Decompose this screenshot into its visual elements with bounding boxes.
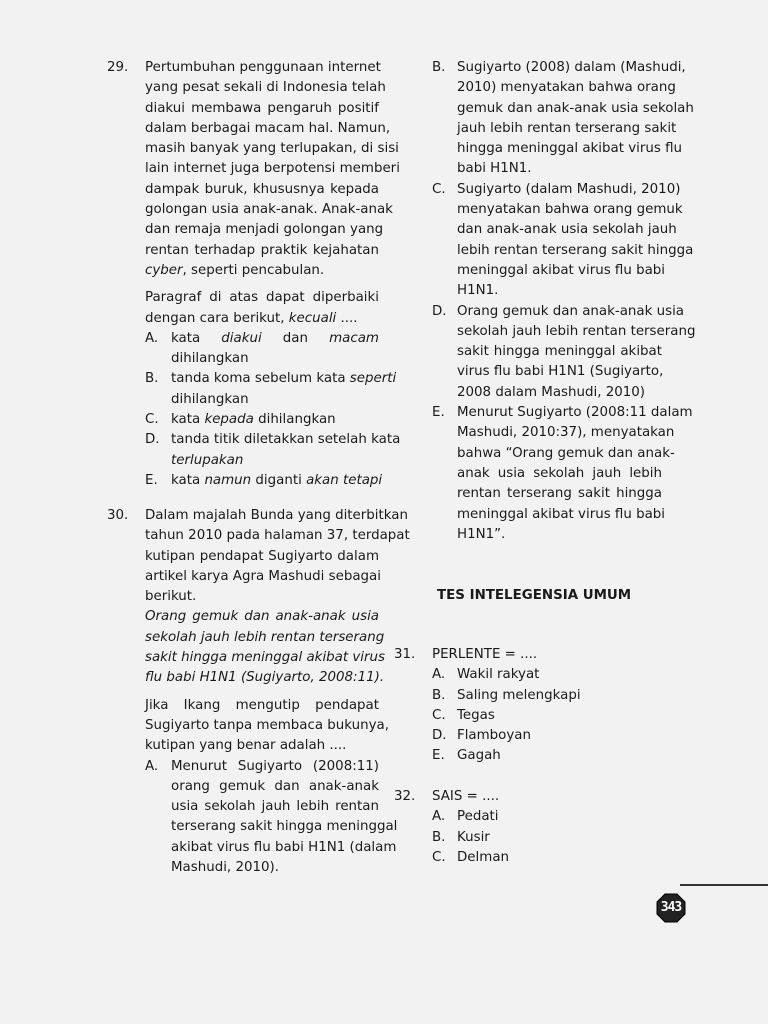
question-text-line: dan remaja menjadi golongan yang	[145, 222, 384, 238]
option-text: tanda titik diletakkan setelah kata	[171, 432, 401, 448]
quote-line: Orang gemuk dan anak-anak usia	[145, 609, 379, 625]
option-text: hingga meninggal akibat virus flu	[457, 141, 682, 157]
page-number: 343	[660, 900, 682, 915]
option-letter: C.	[145, 412, 159, 428]
option-letter: D.	[432, 303, 447, 319]
option-text: usia sekolah jauh lebih rentan	[171, 799, 379, 815]
option-text: dihilangkan	[171, 391, 249, 407]
page-number-badge	[656, 893, 686, 923]
option-text: kata kepada dihilangkan	[171, 412, 336, 428]
option-text: gemuk dan anak-anak usia sekolah	[457, 100, 694, 116]
option-letter: C.	[432, 181, 446, 197]
option-letter: A.	[432, 809, 446, 825]
option-letter: E.	[432, 748, 445, 764]
question-text-line: golongan usia anak-anak. Anak-anak	[145, 202, 393, 218]
option-letter: D.	[145, 432, 160, 448]
option-text: Menurut Sugiyarto (2008:11 dalam	[457, 405, 693, 421]
option-text: rentan terserang sakit hingga	[457, 486, 662, 502]
option-c[interactable]	[145, 410, 379, 430]
option-text: Wakil rakyat	[457, 667, 540, 683]
option-a[interactable]	[145, 757, 398, 879]
option-text: menyatakan bahwa orang gemuk	[457, 202, 683, 218]
option-text: lebih rentan terserang sakit hingga	[457, 242, 694, 258]
option-text: kata namun diganti akan tetapi	[171, 472, 383, 488]
option-letter: B.	[145, 371, 159, 387]
option-text: virus flu babi H1N1 (Sugiyarto,	[457, 364, 664, 380]
quote-line: sekolah jauh lebih rentan terserang	[145, 629, 385, 645]
option-text: Kusir	[457, 829, 490, 845]
option-letter: B.	[432, 687, 446, 703]
option-d[interactable]	[432, 302, 696, 403]
option-letter: E.	[432, 405, 445, 421]
option-text: meninggal akibat virus flu babi	[457, 506, 666, 522]
option-letter: C.	[432, 707, 446, 723]
question-text-line: rentan terhadap praktik kejahatan	[145, 242, 379, 258]
option-b[interactable]	[432, 686, 634, 706]
option-text: Sugiyarto (dalam Mashudi, 2010)	[457, 181, 681, 197]
question-30-continued	[432, 58, 696, 545]
question-prompt: dengan cara berikut, kecuali ....	[145, 310, 358, 326]
option-text: akibat virus flu babi H1N1 (dalam	[171, 839, 397, 855]
option-text: Mashudi, 2010).	[171, 860, 280, 876]
option-text: H1N1.	[457, 283, 499, 299]
option-text: 2008 dalam Mashudi, 2010)	[457, 384, 646, 400]
option-text: Saling melengkapi	[457, 687, 581, 703]
question-text-line: berikut.	[145, 589, 197, 605]
option-c[interactable]	[432, 848, 634, 868]
option-text: dihilangkan	[171, 351, 249, 367]
question-number: 30.	[107, 508, 129, 523]
option-letter: E.	[145, 472, 158, 488]
option-text: H1N1”.	[457, 526, 506, 542]
question-text-line: artikel karya Agra Mashudi sebagai	[145, 568, 381, 584]
option-text: Flamboyan	[457, 728, 531, 744]
option-e[interactable]	[432, 403, 693, 545]
option-text: Menurut Sugiyarto (2008:11)	[171, 758, 379, 774]
option-text: sakit hingga meninggal akibat	[457, 344, 662, 360]
question-text-line: dampak buruk, khususnya kepada	[145, 181, 379, 197]
question-text-line: Pertumbuhan penggunaan internet	[145, 60, 381, 75]
option-text: Sugiyarto (2008) dalam (Mashudi,	[457, 60, 686, 75]
option-text: terlupakan	[171, 452, 244, 468]
option-a[interactable]	[432, 807, 634, 827]
question-text-line: cyber, seperti pencabulan.	[145, 262, 325, 278]
option-b[interactable]	[432, 58, 694, 180]
question-text-line: lain internet juga berpotensi memberi	[145, 161, 400, 177]
question-number: 29.	[107, 60, 129, 75]
option-letter: A.	[145, 330, 159, 346]
footer-rule	[680, 884, 768, 886]
italic-term: cyber	[145, 262, 183, 278]
option-text: Gagah	[457, 748, 501, 764]
question-number: 31.	[394, 647, 416, 662]
option-text: Pedati	[457, 809, 499, 825]
option-text: 2010) menyatakan bahwa orang	[457, 80, 676, 96]
question-prompt: Sugiyarto tanpa membaca bukunya,	[145, 717, 389, 733]
option-letter: B.	[432, 829, 446, 845]
option-e[interactable]	[145, 471, 383, 491]
option-c[interactable]	[432, 706, 634, 726]
option-a[interactable]	[432, 665, 634, 685]
option-text: meninggal akibat virus flu babi	[457, 262, 666, 278]
question-text-line: PERLENTE = ....	[432, 647, 538, 662]
option-text: Mashudi, 2010:37), menyatakan	[457, 425, 675, 441]
option-letter: A.	[432, 667, 446, 683]
question-text-line: Dalam majalah Bunda yang diterbitkan	[145, 508, 408, 523]
option-letter: A.	[145, 758, 159, 774]
option-text: kata diakui dan macam	[171, 330, 379, 346]
option-text: Orang gemuk dan anak-anak usia	[457, 303, 685, 319]
option-text: jauh lebih rentan terserang sakit	[457, 120, 677, 136]
question-text-line: masih banyak yang terlupakan, di sisi	[145, 141, 399, 157]
question-text-line: dalam berbagai macam hal. Namun,	[145, 120, 391, 136]
question-32	[394, 787, 634, 868]
question-prompt: Jika Ikang mengutip pendapat	[145, 697, 379, 713]
option-text: orang gemuk dan anak-anak	[171, 778, 379, 794]
option-text: bahwa “Orang gemuk dan anak-	[457, 445, 675, 461]
question-text-line: diakui membawa pengaruh positif	[145, 100, 379, 116]
question-prompt: kutipan yang benar adalah ....	[145, 738, 347, 754]
option-text: babi H1N1.	[457, 161, 532, 177]
option-text: anak usia sekolah jauh lebih	[457, 465, 662, 481]
option-d[interactable]	[145, 430, 401, 471]
option-d[interactable]	[432, 726, 634, 746]
quote-line: sakit hingga meninggal akibat virus	[145, 650, 385, 666]
option-e[interactable]	[432, 746, 634, 766]
question-number: 32.	[394, 789, 416, 804]
question-29	[107, 58, 401, 491]
option-text: dan anak-anak usia sekolah jauh	[457, 222, 677, 238]
question-31	[394, 645, 634, 767]
question-text-line: kutipan pendapat Sugiyarto dalam	[145, 548, 379, 564]
option-text: terserang sakit hingga meninggal	[171, 819, 398, 835]
option-c[interactable]	[432, 180, 694, 302]
question-prompt: Paragraf di atas dapat diperbaiki	[145, 290, 379, 306]
option-text: tanda koma sebelum kata seperti	[171, 371, 397, 387]
question-text-line: SAIS = ....	[432, 789, 500, 804]
option-letter: D.	[432, 728, 447, 744]
option-text: Tegas	[457, 707, 495, 723]
option-text: Delman	[457, 849, 510, 865]
option-letter: B.	[432, 60, 446, 75]
option-b[interactable]	[145, 369, 397, 410]
option-letter: C.	[432, 849, 446, 865]
option-a[interactable]	[145, 329, 379, 370]
question-text-line: tahun 2010 pada halaman 37, terdapat	[145, 528, 410, 544]
question-text-line: yang pesat sekali di Indonesia telah	[145, 80, 386, 96]
option-b[interactable]	[432, 828, 634, 848]
option-text: sekolah jauh lebih rentan terserang	[457, 323, 696, 339]
section-title: TES INTELEGENSIA UMUM	[437, 588, 632, 603]
quote-line: flu babi H1N1 (Sugiyarto, 2008:11).	[145, 670, 385, 686]
